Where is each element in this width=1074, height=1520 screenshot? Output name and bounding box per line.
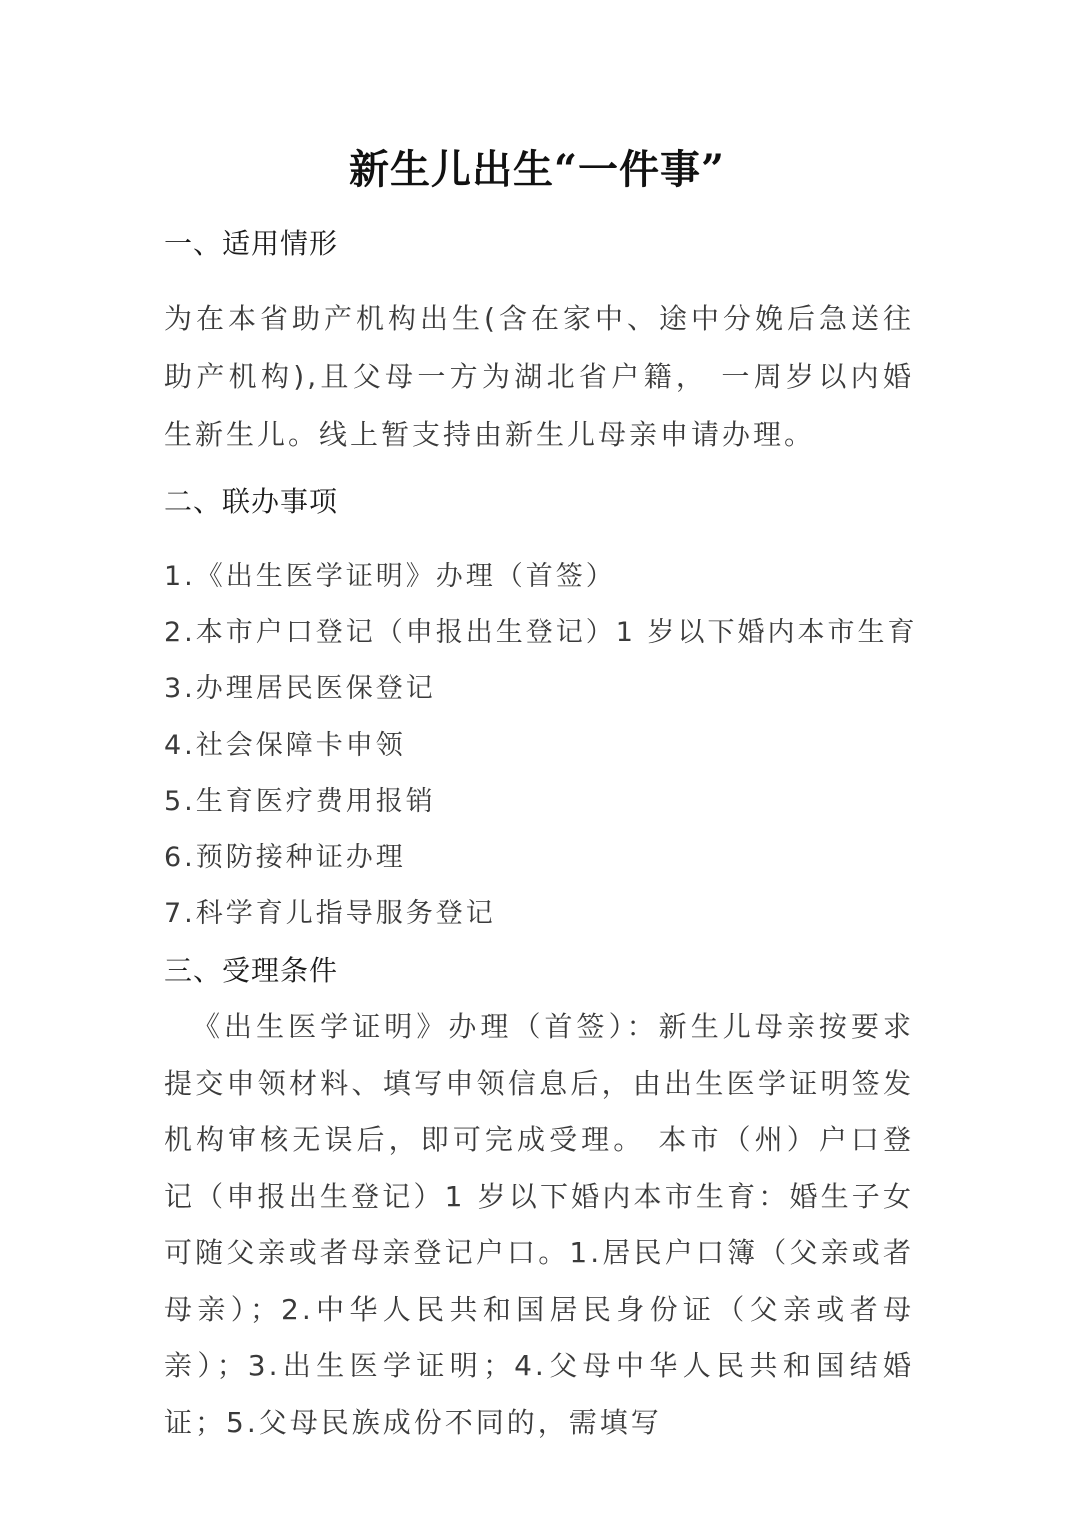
list-item: 3.办理居民医保登记 [164, 673, 436, 705]
list-item: 7.科学育儿指导服务登记 [164, 898, 496, 930]
section-heading-applicable-situation: 一、适用情形 [164, 227, 339, 260]
list-item: 6.预防接种证办理 [164, 841, 406, 873]
joint-items-list [164, 549, 918, 942]
list-item: 4.社会保障卡申领 [164, 729, 406, 761]
list-item: 5.生育医疗费用报销 [164, 785, 436, 817]
list-item: 2.本市户口登记（申报出生登记）1 岁以下婚内本市生育 [164, 617, 918, 649]
section-text-acceptance-conditions: 《出生医学证明》办理（首签）：新生儿母亲按要求提交申领材料、填写申领信息后，由出生医学证明签发机构审核无误后，即可完成受理。 本市（州）户口登记（申报出生登记）1 岁以下婚内本市生育：婚生子女可随父亲或者母亲登记户口。1.居民户口簿（父亲或者母亲）；2.中华人民共和国居民身份证（父亲或者母亲）；3.出生医学证明；4.父母中华人民共和国结婚证；5.父母民族成份不同的，需填写 [164, 1010, 914, 1439]
section-text-applicable-situation: 为在本省助产机构出生(含在家中、途中分娩后急送往助产机构),且父母一方为湖北省户籍， 一周岁以内婚生新生儿。线上暂支持由新生儿母亲申请办理。 [164, 302, 914, 451]
section-heading-acceptance-conditions: 三、受理条件 [164, 954, 339, 987]
section-heading-joint-items: 二、联办事项 [164, 485, 339, 518]
list-item: 1.《出生医学证明》办理（首签） [164, 561, 616, 592]
document-title: 新生儿出生“一件事” [348, 146, 725, 193]
